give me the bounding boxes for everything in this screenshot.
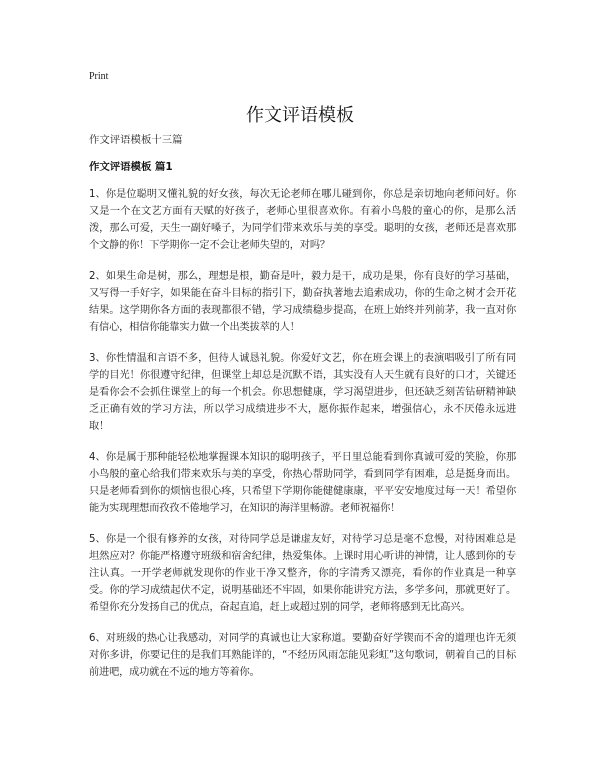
page-title: 作文评语模板 (246, 105, 354, 126)
paragraph-5: 5、你是一个很有修养的女孩，对待同学总是谦虚友好，对待学习总是毫不怠慢，对待困难总是坦然应对？你能严格遵守班级和宿舍纪律，热爱集体。上课时用心听讲的神情，让人感到你的专注认真。一开学老师就发现你的作业干净又整齐，你的字清秀又漂亮，看你的作业真是一种享受。你的学习成绩起伏不定，说明基础还不牢固，如果你能讲究方法，多学多问，那就更好了。希望你充分发扬自己的优点，奋起直追，赶上或超过别的同学，老师将感到无比高兴。 (89, 534, 516, 613)
paragraph-6: 6、对班级的热心让我感动，对同学的真诚也让大家称道。要勤奋好学锲而不舍的道理也许无须对你多讲，你要记住的是我们耳熟能详的，“不经历风雨怎能见彩虹”这句歌词，朝着自己的目标前进吧，成功就在不远的地方等着你。 (89, 633, 516, 678)
document-subtitle: 作文评语模板十三篇 (89, 134, 183, 146)
section-heading: 作文评语模板 篇1 (89, 161, 173, 173)
paragraph-3: 3、你性情温和言语不多，但待人诚恳礼貌。你爱好文艺，你在班会课上的表演唱吸引了所有同学的目光！你很遵守纪律，但课堂上却总是沉默不语，其实没有人天生就有良好的口才，关键还是看你会不会抓住课堂上的每一个机会。你思想健康，学习渴望进步，但还缺乏刻苦钻研精神缺乏正确有效的学习方法，所以学习成绩进步不大，愿你振作起来，增强信心，永不厌倦永远进取！ (89, 353, 516, 432)
paragraph-2: 2、如果生命是树，那么，理想是根，勤奋是叶，毅力是干，成功是果，你有良好的学习基础，又写得一手好字，如果能在奋斗目标的指引下，勤奋执著地去追索成功，你的生命之树才会开花结果。这学期你各方面的表现都很不错，学习成绩稳步提高，在班上始终并列前茅，我一直对你有信心，相信你能靠实力做一个出类拔萃的人！ (89, 271, 516, 333)
paragraph-1: 1、你是位聪明又懂礼貌的好女孩，每次无论老师在哪儿碰到你，你总是亲切地向老师问好。你又是一个在文艺方面有天赋的好孩子，老师心里很喜欢你。有着小鸟般的童心的你，是那么活泼，那么可爱，天生一副好嗓子，为同学们带来欢乐与美的享受。聪明的女孩，老师还是喜欢那个文静的你！下学期你一定不会让老师失望的，对吗？ (89, 189, 516, 251)
paragraph-4: 4、你是属于那种能轻松地掌握课本知识的聪明孩子，平日里总能看到你真诚可爱的笑脸，你那小鸟般的童心给我们带来欢乐与美的享受，你热心帮助同学，看到同学有困难，总是挺身而出。只是老师看到你的烦恼也很心疼，只希望下学期你能健健康康，平平安安地度过每一天！希望你能为实现理想而孜孜不倦地学习，在知识的海洋里畅游。老师祝福你！ (89, 452, 516, 514)
document-body (89, 133, 516, 695)
print-link[interactable]: Print (89, 71, 109, 82)
